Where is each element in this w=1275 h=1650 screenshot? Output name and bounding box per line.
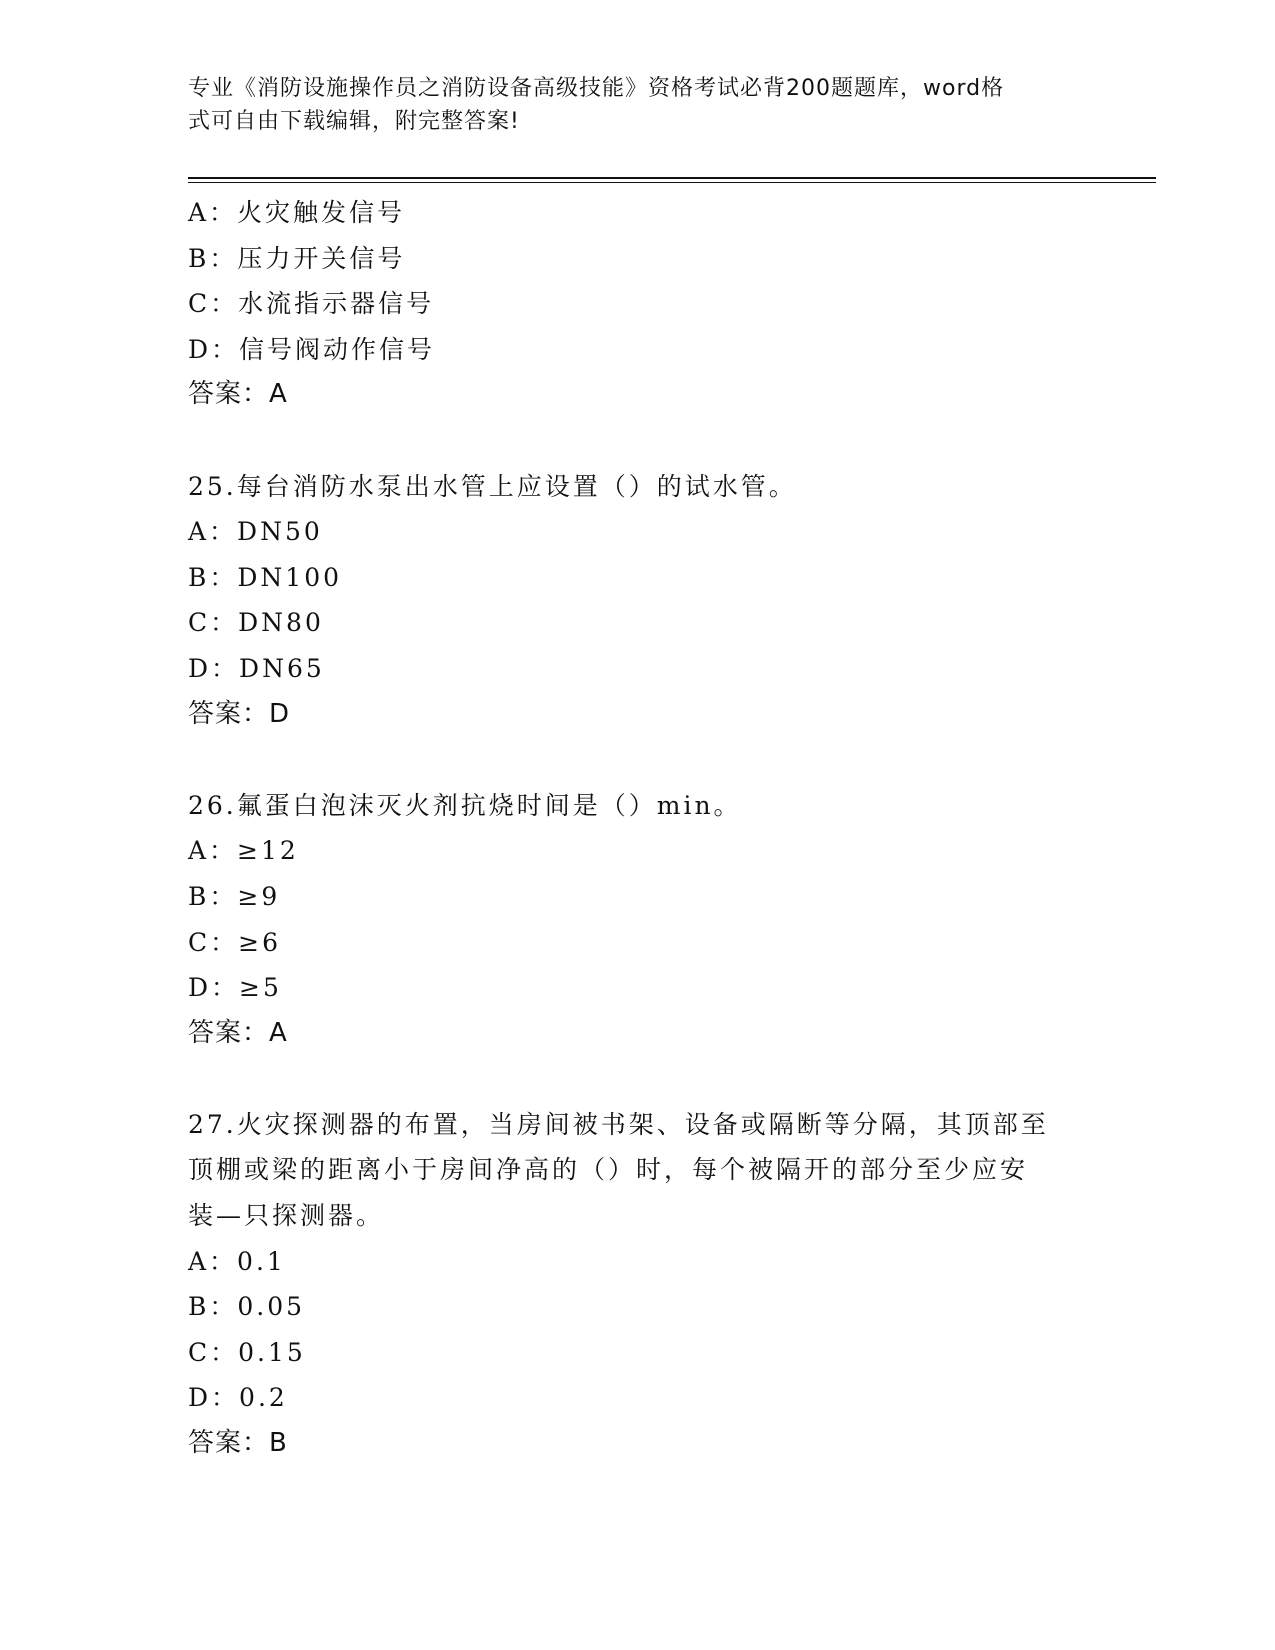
option-b: B：DN100	[188, 562, 343, 592]
option-c: C：水流指示器信号	[188, 289, 435, 319]
option-a: A：0.1	[188, 1246, 286, 1276]
header-divider-thin	[188, 182, 1156, 183]
option-b: B：压力开关信号	[188, 243, 406, 273]
question-list	[188, 190, 1088, 1467]
header-line-1: 专业《消防设施操作员之消防设备高级技能》资格考试必背200题题库，word格	[188, 76, 1005, 101]
question-stem: 25.每台消防水泵出水管上应设置（）的试水管。	[188, 471, 797, 501]
answer-line: 答案：A	[188, 379, 288, 410]
header-line-2: 式可自由下载编辑，附完整答案!	[188, 109, 520, 134]
header-divider-thick	[188, 177, 1156, 179]
spacer	[188, 418, 1088, 464]
answer-line: 答案：B	[188, 1428, 288, 1459]
question-block-26	[188, 783, 1088, 1057]
option-b: B：0.05	[188, 1292, 306, 1322]
question-block-27	[188, 1102, 1088, 1467]
question-stem-line-1: 27.火灾探测器的布置，当房间被书架、设备或隔断等分隔，其顶部至	[188, 1109, 1049, 1139]
question-block-24	[188, 190, 1088, 418]
option-a: A：DN50	[188, 517, 323, 547]
spacer	[188, 1056, 1088, 1102]
document-header	[188, 72, 1068, 138]
option-a: A：≥12	[188, 836, 299, 866]
option-d: D：DN65	[188, 653, 325, 683]
option-d: D：信号阀动作信号	[188, 334, 436, 364]
question-stem-line-3: 装—只探测器。	[188, 1201, 385, 1231]
option-d: D：0.2	[188, 1383, 288, 1413]
question-stem: 26.氟蛋白泡沫灭火剂抗烧时间是（）min。	[188, 790, 742, 820]
answer-line: 答案：D	[188, 698, 291, 729]
question-stem-line-2: 顶棚或梁的距离小于房间净高的（）时，每个被隔开的部分至少应安	[188, 1155, 1029, 1185]
option-a: A：火灾触发信号	[188, 198, 406, 227]
question-block-25	[188, 464, 1088, 738]
option-c: C：DN80	[188, 608, 324, 638]
option-b: B：≥9	[188, 881, 281, 911]
spacer	[188, 737, 1088, 783]
option-c: C：0.15	[188, 1337, 306, 1367]
answer-line: 答案：A	[188, 1017, 288, 1048]
option-c: C：≥6	[188, 927, 281, 957]
option-d: D：≥5	[188, 973, 282, 1003]
